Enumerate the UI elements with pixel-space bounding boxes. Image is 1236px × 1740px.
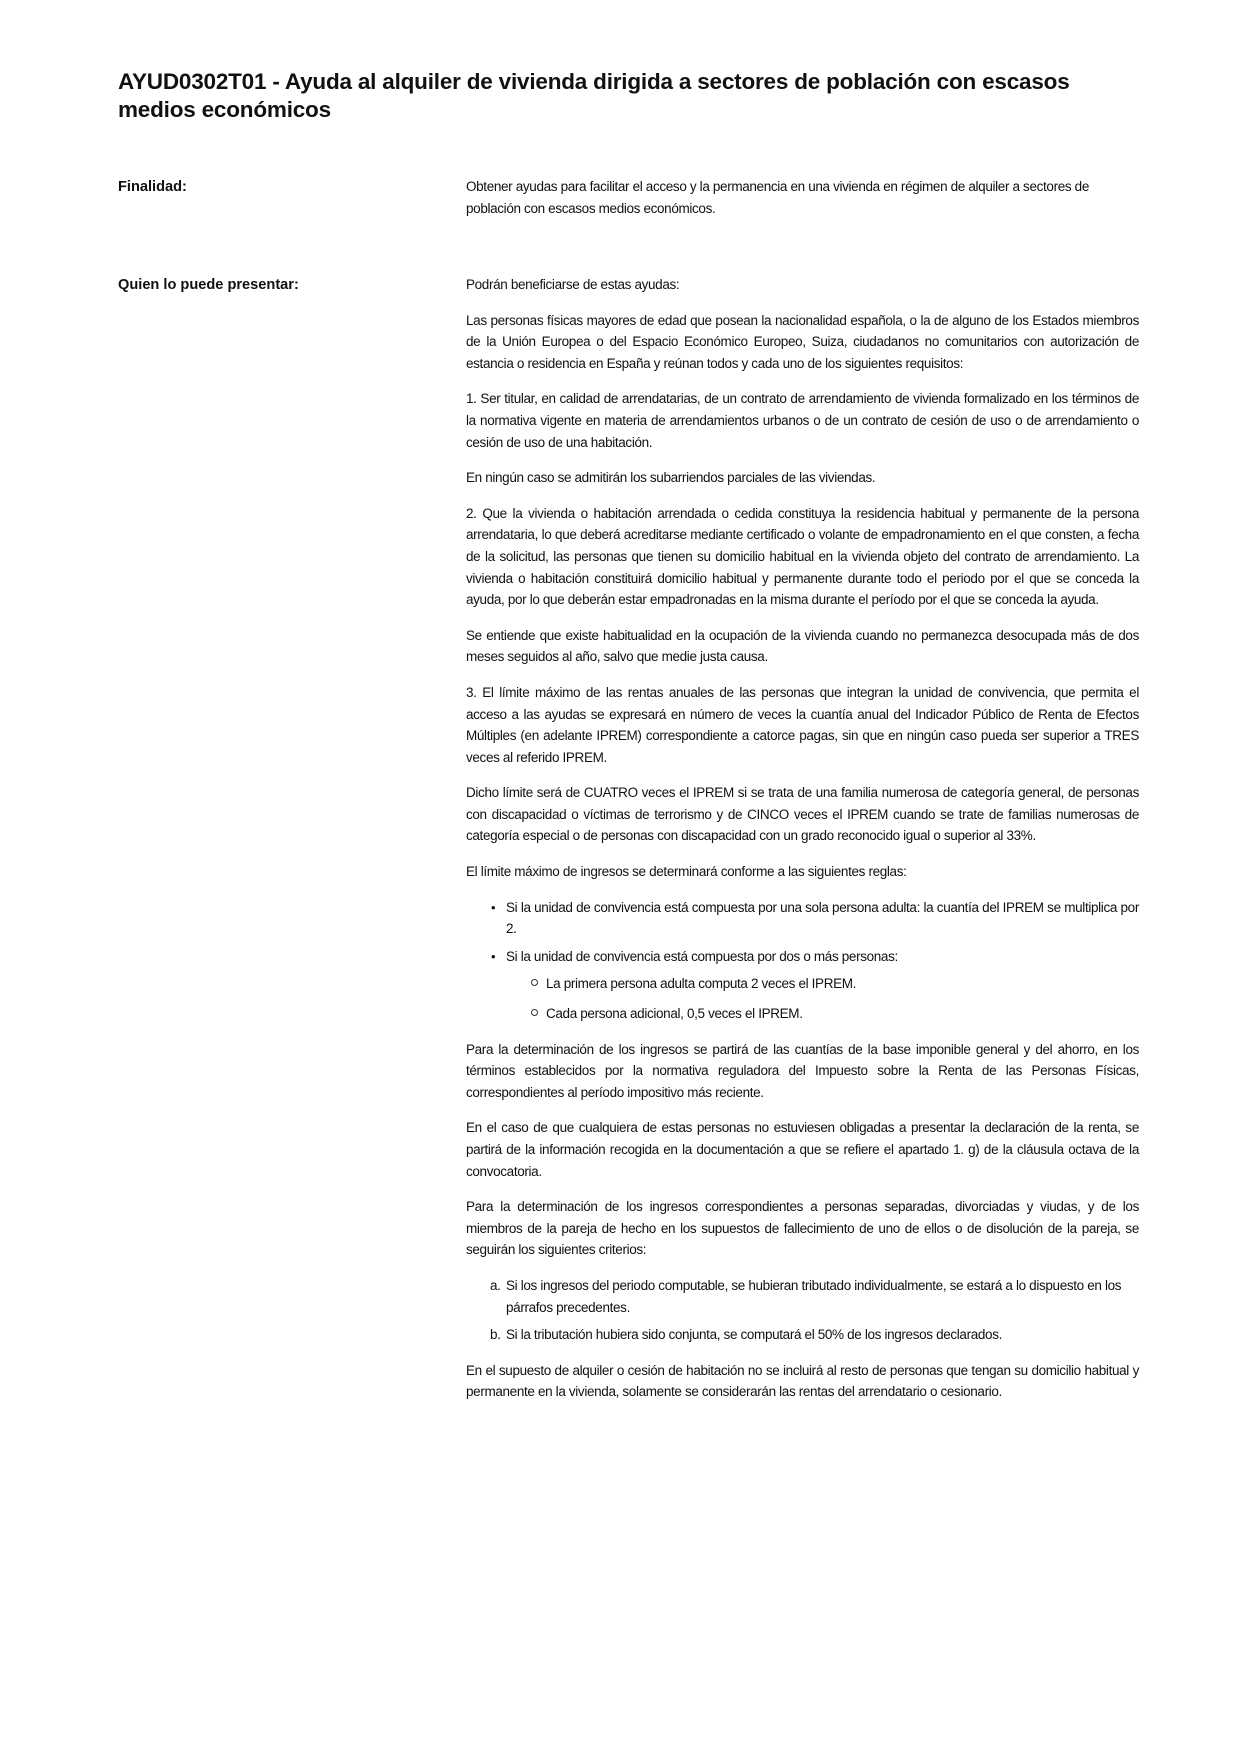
paragraph: El límite máximo de ingresos se determinará conforme a las siguientes reglas: xyxy=(466,864,907,880)
paragraph: 2. Que la vivienda o habitación arrendada o cedida constituya la residencia habitual y permanente de la persona arrendataria, lo que deberá acreditarse mediante certificado o volante de empadronamiento en el que consten, a fecha de la solicitud, las personas que tienen su domicilio habitual en la vivienda objeto del contrato de arrendamiento. La vivienda o habitación constituirá domicilio habitual y permanente durante todo el periodo por el que se conceda la ayuda, por lo que deberán estar empadronadas en la misma durante el período por el que se conceda la ayuda. xyxy=(466,505,1139,608)
quien-content xyxy=(466,274,1139,1417)
quien-label: Quien lo puede presentar: xyxy=(118,277,299,293)
paragraph: En ningún caso se admitirán los subarriendos parciales de las viviendas. xyxy=(466,470,876,486)
bullet-dot-icon: • xyxy=(491,948,496,964)
list-item xyxy=(490,1324,1139,1346)
paragraph: Para la determinación de los ingresos se partirá de las cuantías de la base imponible general y del ahorro, en los términos establecidos por la normativa reguladora del Impuesto sobre la Renta de las Personas Físicas, correspondientes al período impositivo más reciente. xyxy=(466,1041,1139,1100)
hollow-circle-bullet-icon xyxy=(531,1009,538,1016)
list-item-text: Si los ingresos del periodo computable, se hubieran tributado individualmente, se estará a lo dispuesto en los párrafos precedentes. xyxy=(506,1277,1122,1315)
list-marker: b. xyxy=(490,1327,501,1343)
paragraph: Se entiende que existe habitualidad en la ocupación de la vivienda cuando no permanezca desocupada más de dos meses seguidos al año, salvo que medie justa causa. xyxy=(466,627,1139,665)
paragraph: 3. El límite máximo de las rentas anuales de las personas que integran la unidad de convivencia, que permita el acceso a las ayudas se expresará en número de veces la cuantía anual del Indicador Público de Renta de Efectos Múltiples (en adelante IPREM) correspondiente a catorce pagas, sin que en ningún caso pueda ser superior a TRES veces al referido IPREM. xyxy=(466,684,1139,765)
page-title: AYUD0302T01 - Ayuda al alquiler de vivienda dirigida a sectores de población con escasos medios económicos xyxy=(118,69,1070,122)
list-item xyxy=(546,973,1139,995)
paragraph: En el caso de que cualquiera de estas personas no estuviesen obligadas a presentar la declaración de la renta, se partirá de la información recogida en la documentación a que se refiere el apartado 1. g) de la cláusula octava de la convocatoria. xyxy=(466,1120,1139,1179)
list-item xyxy=(491,946,1139,1025)
list-marker: a. xyxy=(490,1277,501,1293)
rules-list xyxy=(466,897,1139,1025)
paragraph: Las personas físicas mayores de edad que posean la nacionalidad española, o la de alguno de los Estados miembros de la Unión Europea o del Espacio Económico Europeo, Suiza, ciudadanos no comunitarios con autorización de estancia o residencia en España y reúnan todos y cada uno de los siguientes requisitos: xyxy=(466,312,1139,371)
list-item xyxy=(491,897,1139,940)
hollow-circle-bullet-icon xyxy=(531,979,538,986)
list-item-text: Cada persona adicional, 0,5 veces el IPREM. xyxy=(546,1006,803,1022)
paragraph: 1. Ser titular, en calidad de arrendatarias, de un contrato de arrendamiento de vivienda formalizado en los términos de la normativa vigente en materia de arrendamientos urbanos o de un contrato de cesión de uso o de arrendamiento o cesión de uso de una habitación. xyxy=(466,391,1139,450)
sub-rules-list xyxy=(506,973,1139,1024)
finalidad-label: Finalidad: xyxy=(118,179,187,195)
list-item-text: La primera persona adulta computa 2 veces el IPREM. xyxy=(546,976,857,992)
criteria-list xyxy=(466,1275,1139,1346)
finalidad-text: Obtener ayudas para facilitar el acceso y la permanencia en una vivienda en régimen de alquiler a sectores de población con escasos medios económicos. xyxy=(466,179,1089,216)
paragraph: En el supuesto de alquiler o cesión de habitación no se incluirá al resto de personas que tengan su domicilio habitual y permanente en la vivienda, solamente se considerarán las rentas del arrendatario o cesionario. xyxy=(466,1362,1139,1400)
bullet-dot-icon: • xyxy=(491,899,496,915)
list-item xyxy=(490,1275,1139,1318)
list-item xyxy=(546,1003,1139,1025)
list-item-text: Si la unidad de convivencia está compuesta por dos o más personas: xyxy=(506,948,898,964)
paragraph: Dicho límite será de CUATRO veces el IPREM si se trata de una familia numerosa de categoría general, de personas con discapacidad o víctimas de terrorismo y de CINCO veces el IPREM cuando se trate de familias numerosas de categoría especial o de personas con discapacidad con un grado reconocido igual o superior al 33%. xyxy=(466,785,1139,844)
finalidad-content xyxy=(466,176,1139,233)
list-item-text: Si la unidad de convivencia está compuesta por una sola persona adulta: la cuantía del IPREM se multiplica por 2. xyxy=(506,899,1139,937)
list-item-text: Si la tributación hubiera sido conjunta, se computará el 50% de los ingresos declarados. xyxy=(506,1327,1003,1343)
paragraph: Para la determinación de los ingresos correspondientes a personas separadas, divorciadas y viudas, y de los miembros de la pareja de hecho en los supuestos de fallecimiento de uno de ellos o de disolución de la pareja, se seguirán los siguientes criterios: xyxy=(466,1199,1139,1258)
paragraph: Podrán beneficiarse de estas ayudas: xyxy=(466,277,680,292)
